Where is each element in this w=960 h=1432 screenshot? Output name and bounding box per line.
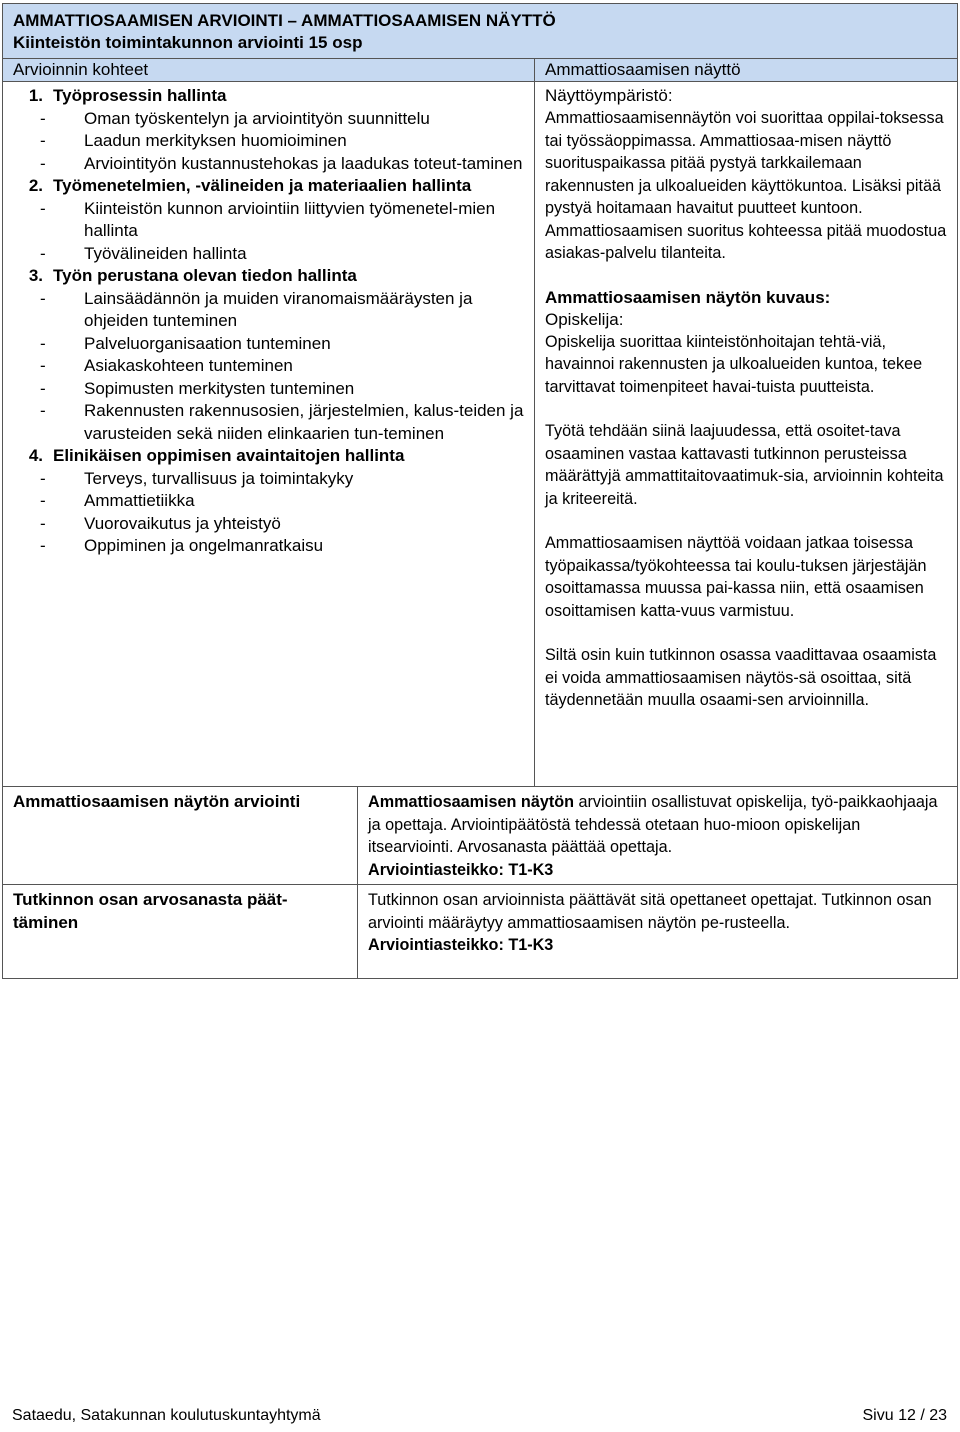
description-paragraph: Opiskelija suorittaa kiinteistönhoitajan tehtä-viä, havainnoi rakennusten ja ulkoalueiden kuntoa, tekee tarvittavat toimenpiteet havai-tuista puutteista. [545,332,923,396]
list-item: - Kiinteistön kunnon arviointiin liittyvien työmenetel-mien hallinta [40,198,496,240]
section-heading: 4. Elinikäisen oppimisen avaintaitojen hallinta [28,446,405,465]
page-footer [12,1406,947,1426]
section-heading: 2. Työmenetelmien, -välineiden ja materiaalien hallinta [28,176,472,195]
evaluation-label: Ammattiosaamisen näytön arviointi [3,787,358,885]
document-page [2,3,957,979]
student-label: Opiskelija: [545,309,624,329]
document-subtitle: Kiinteistön toimintakunnon arviointi 15 osp [13,33,363,52]
evaluation-cell [358,787,958,885]
description-paragraph: Ammattiosaamisen näyttöä voidaan jatkaa toisessa työpaikassa/työkohteessa tai koulu-tuksen järjestäjän osoittamassa muussa pai-kassa niin, että osaamisen osoittamisen katta-vuus varmistuu. [545,534,927,620]
column-header-left: Arvioinnin kohteet [3,59,535,82]
assessment-table [2,3,958,979]
assessment-targets [3,82,535,787]
description-paragraph: Työtä tehdään siinä laajuudessa, että osoitet-tava osaaminen vastaa kattavasti tutkinnon perusteissa määrättyjä ammattitaitovaatimuk-sia, arvioinnin kohteita ja kriteereitä. [545,422,944,508]
list-item: - Asiakaskohteen tunteminen [40,356,293,375]
grade-decision-cell [358,885,958,979]
section-heading: 1. Työprosessin hallinta [28,86,227,105]
description-heading: Ammattiosaamisen näytön kuvaus: [545,287,831,307]
grade-decision-text: Tutkinnon osan arvioinnista päättävät sitä opettaneet opettajat. Tutkinnon osan arviointi määräytyy ammattiosaamisen näytön pe-rusteella. [368,891,932,932]
document-header [3,4,958,59]
list-item: - Laadun merkityksen huomioiminen [40,131,347,150]
column-header-right: Ammattiosaamisen näyttö [535,59,958,82]
document-title: AMMATTIOSAAMISEN ARVIOINTI – AMMATTIOSAAMISEN NÄYTTÖ [13,11,556,30]
list-item: - Rakennusten rakennusosien, järjestelmien, kalus-teiden ja varusteiden sekä niiden elinkaarien tun-teminen [40,401,524,443]
list-item: - Vuorovaikutus ja yhteistyö [40,513,281,533]
environment-text: Ammattiosaamisennäytön voi suorittaa oppilai-toksessa tai työssäoppimassa. Ammattiosaa-misen näyttö suorituspaikassa pitää pystyä tarkkailemaan rakennusten ja ulkoalueiden käyttökuntoa. Lisäksi pitää pystyä hoitamaan havaitut puutteet kuntoon. Ammattiosaamisen suoritus kohteessa pitää muodostua asiakas-palvelu tilanteita. [545,109,947,262]
list-item: - Oppiminen ja ongelmanratkaisu [40,536,324,555]
evaluation-lead: Ammattiosaamisen näytön [368,793,574,811]
list-item: - Työvälineiden hallinta [40,243,247,263]
section-heading: 3. Työn perustana olevan tiedon hallinta [28,266,357,285]
list-item: - Palveluorganisaation tunteminen [40,333,331,353]
evaluation-scale: Arviointiasteikko: T1-K3 [368,860,554,879]
evaluation-text: arviointiin osallistuvat opiskelija, työ-paikkaohjaaja ja opettaja. Arviointipäätöstä tehdessä otetaan huo-mioon opiskelijan itsearviointi. Arvosanasta päättää opettaja. [368,793,938,856]
grade-decision-label: Tutkinnon osan arvosanasta päät-täminen [3,885,358,979]
grade-decision-scale: Arviointiasteikko: T1-K3 [368,936,554,954]
description-paragraph: Siltä osin kuin tutkinnon osassa vaadittavaa osaamista ei voida ammattiosaamisen näytös-sä osoittaa, sitä täydennetään muulla osaami-sen arvioinnilla. [545,646,937,709]
list-item: - Arviointityön kustannustehokas ja laadukas toteut-taminen [40,153,523,173]
page-number: Sivu 12 / 23 [862,1407,947,1424]
list-item: - Sopimusten merkitysten tunteminen [40,378,355,398]
list-item: - Lainsäädännön ja muiden viranomaismääräysten ja ohjeiden tunteminen [40,288,473,330]
demonstration-description [535,82,958,787]
list-item: - Terveys, turvallisuus ja toimintakyky [40,468,354,488]
footer-organization: Sataedu, Satakunnan koulutuskuntayhtymä [12,1407,321,1424]
list-item: - Oman työskentelyn ja arviointityön suunnittelu [40,108,430,128]
list-item: - Ammattietiikka [40,491,195,510]
environment-heading: Näyttöympäristö: [545,86,673,105]
